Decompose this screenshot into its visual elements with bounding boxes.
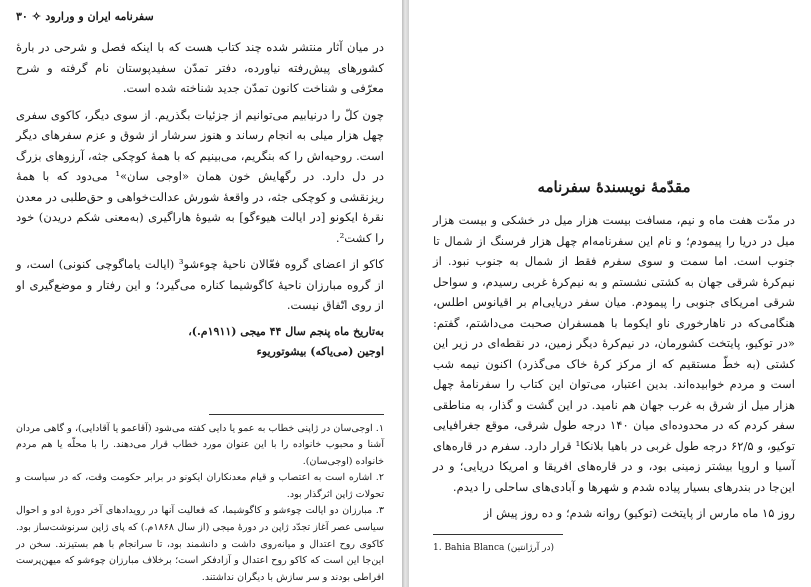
footnote-latin: 1. Bahia Blanca xyxy=(433,542,505,553)
chapter-title: مقدّمهٔ نویسندهٔ سفرنامه xyxy=(537,178,691,196)
footnote: ۳. مبارزان دو ایالت چوءشو و کاگوشیما، که فعالیت آنها در رویدادهای آخر دورهٔ ادو و احوال سیاسی عصر آغاز تجدّد ژاپن در دورهٔ میجی (از سال ۱۸۶۸م.) که پای ژاپن سرنوشت‌ساز بود. کاکوی روح اعتدال و میانه‌روی داشت و دانشمند بود، تا سرانجام با هم بستیزند. سخن در این‌جا این است که کاکو روح اعتدال و آزادفکر است؛ برخلاف مبارزان چوءشو که میهن‌پرست افراطی بودند و سر سازش با دیگران نداشتند. xyxy=(16,505,384,583)
paragraph: روز ۱۵ ماه مارس از پایتخت (توکیو) روانه شدم؛ و ده روز پیش از xyxy=(483,506,795,520)
paragraph: در مدّت هفت ماه و نیم، مسافت بیست هزار میل در خشکی و بیست هزار میل در دریا را پیمودم؛ و نام این سفرنامه‌ام چهل هزار فرسنگ از شمال تا جنوب است. اما سمت و سوی سفرم فقط از شمال به جنوب نبود. از نیم‌کرهٔ شرقی جهان به کشتی نشستم و به نیم‌کرهٔ غربی رسیدم، و سواحل شرقی امریکای جنوبی را پیمودم. میان سفر دریایی‌ام بر اقیانوس اطلس، هنگامی‌که در ناهارخوری ناو ایکوما با همسفران صحبت می‌داشتم، گفتم: «در توکیو، پایتخت کشورمان، در نیم‌کرهٔ دیگر زمین، در نقطه‌ای در زیر این کشتی (به خطّ مستقیم که از مرکز کرهٔ خاک می‌گذرد) اکنون نیمه شب است و مردم خوابیده‌اند. بدین اعتبار، می‌توان این کتاب را سفرنامهٔ چهل هزار میل از شرق به غرب جهان هم نامید. در این گشت و گذار، به مناطقی سفر کردم که در محدوده‌ای میان ۱۴۰ درجه طول شرقی، موقع جغرافیایی توکیو، و ۶۲/۵ درجه طول غربی در باهیا بلانکا¹ قرار دارد. سفرم در قاره‌های آسیا و اروپا بیشتر زمینی بود، و در قاره‌های افریقا و امریکا دریایی؛ و در این‌جا در بندرهای بسیار پیاده شدم و شهرها و آبادی‌های ساحلی را دیدم. xyxy=(433,213,796,494)
right-body xyxy=(433,210,795,524)
book-gutter xyxy=(402,0,409,587)
paragraph: چون کلّ را درنیابیم می‌توانیم از جزئیات بگذریم. از سوی دیگر، کاکوی سفری چهل هزار میلی به انجام رساند و هنوز سرشار از شوق و عزم سفرهای دیگر است. روحیه‌اش را که بنگریم، می‌بینیم که با همهٔ کوچکی جثه، آرزوهای بزرگ در دل دارد. در رگهایش خون همان «اوجی سان»¹ می‌دود که با همهٔ ریزنقشی و کوچکی جثه، در واقعهٔ شورش عدالت‌خواهی و حق‌طلبی در معدن نقرهٔ ایکونو [در ایالت هیوءگو] به شیوهٔ هاراگیری (به‌معنی شکم دریدن) خود را کشت². xyxy=(16,107,384,245)
signoff-date: به‌تاریخ ماه پنجم سال ۴۴ میجی (۱۹۱۱م.)، xyxy=(188,324,384,338)
page-number: ۳۰ xyxy=(16,10,28,23)
right-page xyxy=(409,0,811,587)
paragraph: کاکو از اعضای گروه فعّالان ناحیهٔ چوءشو³ (ایالت یاماگوچی کنونی) است، و از گروه مبارزان ناحیهٔ کاگوشیما کناره می‌گیرد؛ و این رفتار و موضع‌گیری او از روی اتّفاق نیست. xyxy=(16,257,384,312)
left-body xyxy=(16,37,384,586)
running-head-title: سفرنامه ایران و ورارود xyxy=(45,10,154,23)
footnote: ۲. اشاره است به اعتصاب و قیام معدنکاران ایکونو در برابر حکومت وقت، که در سیاست و تحولات ژاپن اثرگذار بود. xyxy=(16,472,384,500)
running-head xyxy=(16,10,384,23)
footnote-persian: (در آرژانتین) xyxy=(507,542,554,553)
footnote-divider xyxy=(433,534,563,535)
left-page xyxy=(0,0,402,587)
footnote-divider xyxy=(209,414,384,415)
paragraph: در میان آثار منتشر شده چند کتاب هست که با اینکه فصل و شرحی در بارهٔ کشورهای پیش‌رفته نیاورده، دفتر تمدّن سفیدپوستان نام گرفته و شرح معرّفی و شناخت کانون تمدّن جدید شناخته شده است. xyxy=(16,40,384,95)
footnote xyxy=(433,541,795,555)
running-head-ornament: ✧ xyxy=(31,10,42,23)
footnote: ۱. اوجی‌سان در ژاپنی خطاب به عمو یا دایی کفته می‌شود (آقاعمو یا آقادایی)، و گاهی مردان آشنا و محبوب خانواده را با این عنوان مورد خطاب قرار می‌دهند. را با محلّه یا هم مردم خانواده (اوجی‌سان). xyxy=(16,422,384,467)
signoff xyxy=(16,322,384,362)
signoff-author: اوجین (می‌یاکه) بیشوتوریوء xyxy=(256,344,384,358)
chapter-top-space xyxy=(433,10,795,178)
